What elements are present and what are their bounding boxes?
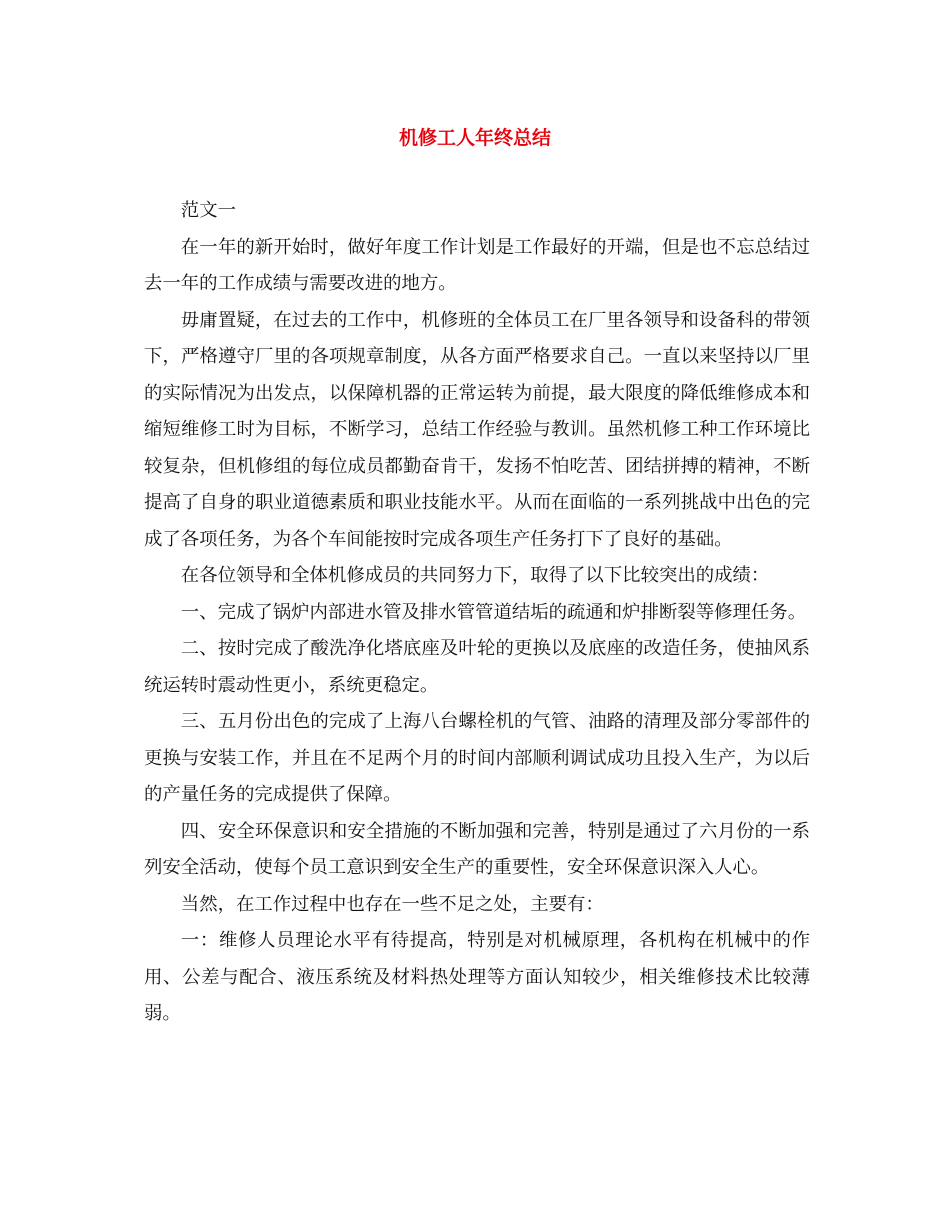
paragraph: 三、五月份出色的完成了上海八台螺栓机的气管、油路的清理及部分零部件的更换与安装工作，并且在不足两个月的时间内部顺利调试成功且投入生产，为以后的产量任务的完成提供了保障。 (144, 711, 810, 805)
paragraph: 毋庸置疑，在过去的工作中，机修班的全体员工在厂里各领导和设备科的带领下，严格遵守厂里的各项规章制度，从各方面严格要求自己。一直以来坚持以厂里的实际情况为出发点，以保障机器的正常运转为前提，最大限度的降低维修成本和缩短维修工时为目标，不断学习，总结工作经验与教训。虽然机修工种工作环境比较复杂，但机修组的每位成员都勤奋肯干，发扬不怕吃苦、团结拼搏的精神，不断提高了自身的职业道德素质和职业技能水平。从而在面临的一系列挑战中出色的完成了各项任务，为各个车间能按时完成各项生产任务打下了良好的基础。 (144, 309, 810, 550)
paragraph: 当然，在工作过程中也存在一些不足之处，主要有： (180, 893, 604, 915)
paragraph: 二、按时完成了酸洗净化塔底座及叶轮的更换以及底座的改造任务，使抽风系统运转时震动性更小，系统更稳定。 (144, 638, 810, 696)
paragraph: 一：维修人员理论水平有待提高，特别是对机械原理，各机构在机械中的作用、公差与配合、液压系统及材料热处理等方面认知较少，相关维修技术比较薄弱。 (144, 930, 810, 1024)
document-body (144, 193, 810, 1033)
paragraph: 在各位领导和全体机修成员的共同努力下，取得了以下比较突出的成绩： (180, 565, 770, 586)
paragraph: 一、完成了锅炉内部进水管及排水管管道结垢的疏通和炉排断裂等修理任务。 (180, 601, 807, 623)
paragraph-label: 范文一 (180, 200, 236, 221)
paragraph: 在一年的新开始时，做好年度工作计划是工作最好的开端，但是也不忘总结过去一年的工作成绩与需要改进的地方。 (144, 236, 810, 294)
document-title: 机修工人年终总结 (398, 127, 551, 149)
paragraph: 四、安全环保意识和安全措施的不断加强和完善，特别是通过了六月份的一系列安全活动，使每个员工意识到安全生产的重要性，安全环保意识深入人心。 (144, 820, 810, 878)
